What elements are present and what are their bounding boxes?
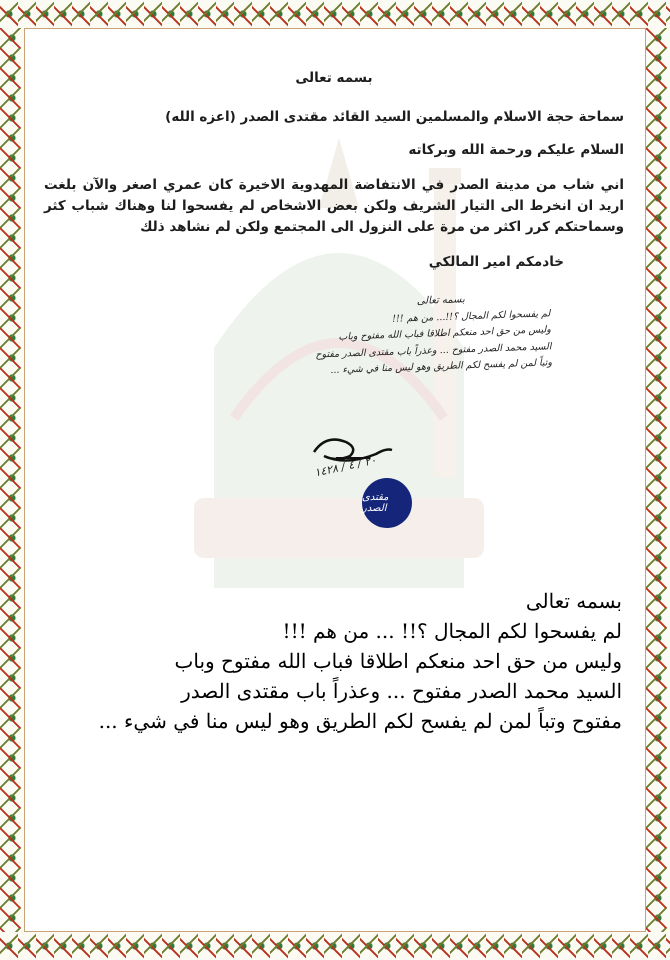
letter-signature-line: خادمكم امير المالكي (428, 253, 564, 270)
transcription-line: لم يفسحوا لكم المجال ؟!! ... من هم !!! (282, 619, 622, 643)
transcription-line: مفتوح وتباً لمن لم يفسح لكم الطريق وهو ليس منا في شيء ... (98, 709, 622, 733)
typed-transcription (64, 586, 622, 736)
handwritten-line: وليس من حق احد منعكم اطلاقا فباب الله مفتوح وباب (338, 324, 552, 343)
handwritten-reply (220, 288, 553, 383)
decorative-border-left (0, 28, 25, 932)
decorative-border-top (0, 0, 670, 29)
typed-letter (44, 68, 624, 272)
letter-body: اني شاب من مدينة الصدر في الانتفاضة المهدوية الاخيرة كان عمري اصغر والآن بلغت اريد ان انخرط الى التيار الشريف ولكن بعض الاشخاص لم يفسحوا لنا وهناك شباب كثر وسماحتكم كرر اكثر من مرة على النزول الى المجتمع ولكن لم نشاهد ذلك (44, 176, 624, 235)
handwritten-line: لم يفسحوا لكم المجال ؟!!... من هم !!! (391, 307, 551, 325)
decorative-border-bottom (0, 931, 670, 960)
document-page (24, 28, 646, 932)
handwritten-line: السيد محمد الصدر مفتوح ... وعذراً باب مقتدى الصدر مفتوح (315, 340, 552, 361)
letter-addressee: سماحة حجة الاسلام والمسلمين السيد القائد مقتدى الصدر (اعزه الله) (165, 108, 624, 125)
transcription-line: وليس من حق احد منعكم اطلاقا فباب الله مفتوح وباب (174, 649, 622, 673)
seal-text: مقتدى الصدر (362, 492, 389, 514)
letter-salutation: بسمه تعالى (295, 70, 373, 86)
letter-greeting: السلام عليكم ورحمة الله وبركاته (408, 141, 624, 158)
decorative-border-right (645, 28, 670, 932)
transcription-line: السيد محمد الصدر مفتوح ... وعذراً باب مقتدى الصدر (181, 679, 622, 703)
transcription-line: بسمه تعالى (525, 589, 622, 613)
official-seal (362, 478, 412, 528)
handwritten-line: وتباً لمن لم يفسح لكم الطريق وهو ليس منا في شيء ... (330, 357, 553, 377)
handwritten-title: بسمه تعالى (416, 294, 465, 307)
handwritten-date: ٢٠ / ٤ / ١٤٢٨ (313, 453, 378, 480)
